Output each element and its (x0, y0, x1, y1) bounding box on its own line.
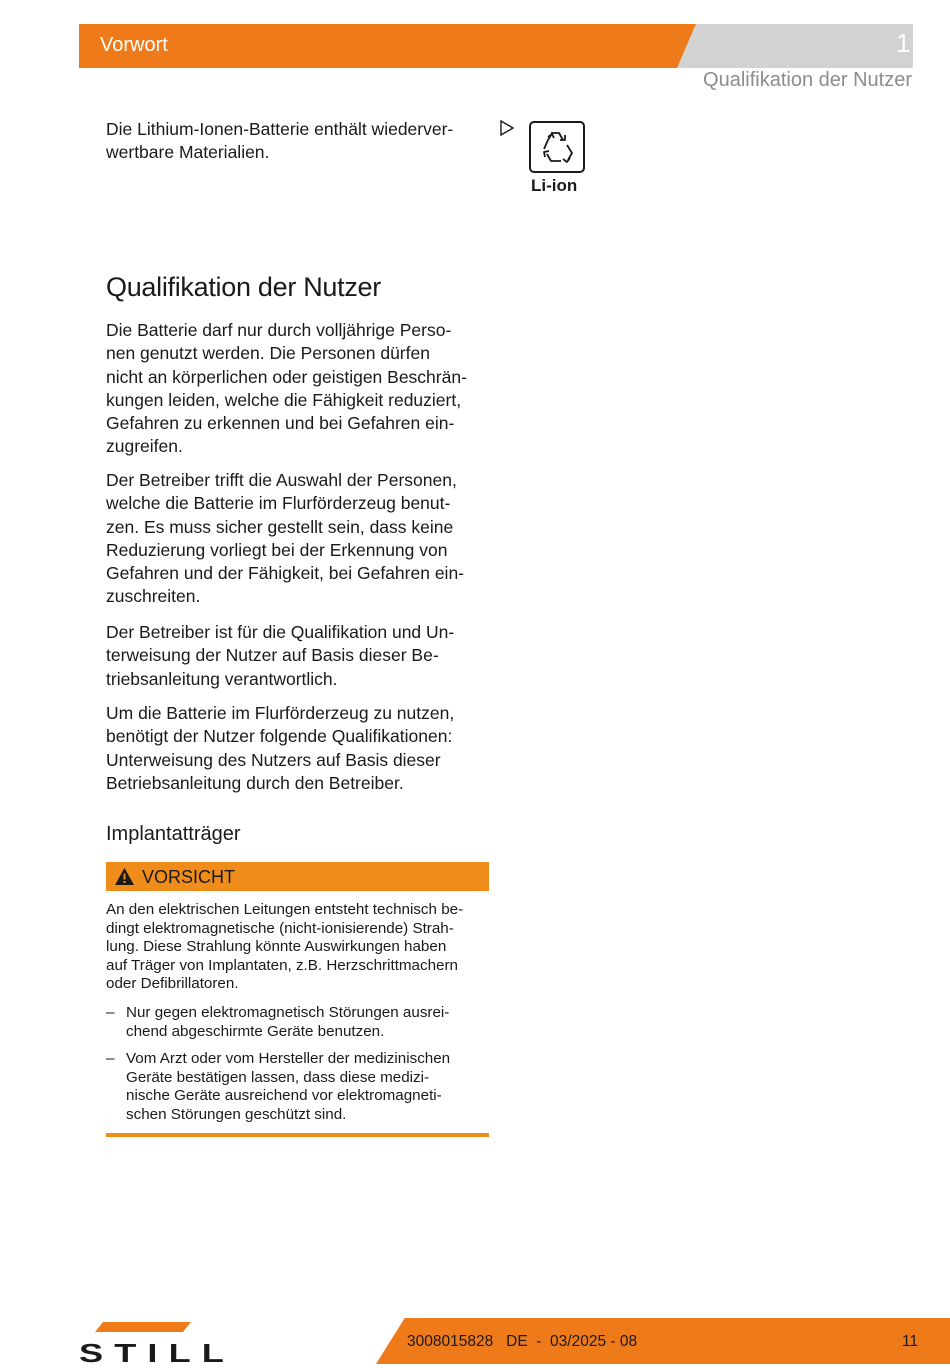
text-line: Der Betreiber ist für die Qualifikation und Un- (106, 622, 455, 642)
header-grey-band (677, 24, 913, 68)
text-line: Betriebsanleitung durch den Betreiber. (106, 772, 404, 793)
text-line: auf Träger von Implantaten, z.B. Herzschrittmachern (106, 956, 458, 974)
text-line: nen genutzt werden. Die Personen dürfen (106, 343, 430, 364)
section-title: Qualifikation der Nutzer (106, 272, 381, 302)
caution-bottom-rule (106, 1133, 489, 1137)
text-line: Reduzierung vorliegt bei der Erkennung von (106, 539, 448, 560)
text-line: kungen leiden, welche die Fähigkeit reduziert, (106, 389, 462, 410)
caution-label: VORSICHT (142, 867, 236, 887)
chapter-number: 1 (896, 28, 911, 58)
text-line: Vom Arzt oder vom Hersteller der medizinischen (126, 1050, 451, 1068)
text-line: terweisung der Nutzer auf Basis dieser Be- (106, 645, 439, 666)
text-line: benötigt der Nutzer folgende Qualifikationen: (106, 726, 453, 747)
text-line: Die Batterie darf nur durch volljährige Perso- (106, 320, 452, 340)
subsection-title: Implantatträger (106, 823, 241, 845)
intro-text (106, 118, 491, 165)
text-line: welche die Batterie im Flurförderzeug benut- (106, 493, 451, 514)
text-line: schen Störungen geschützt sind. (126, 1105, 347, 1123)
text-line: oder Defibrillatoren. (106, 975, 239, 993)
document-info: 3008015828 DE - 03/2025 - 08 (407, 1333, 638, 1350)
text-line: zen. Es muss sicher gestellt sein, dass keine (106, 516, 454, 537)
running-section-title: Qualifikation der Nutzer (703, 69, 912, 91)
list-item (106, 1050, 490, 1124)
text-line: Nur gegen elektromagnetisch Störungen ausrei- (126, 1004, 450, 1021)
text-line: Geräte bestätigen lassen, dass diese medizi- (126, 1068, 430, 1086)
triangle-right-icon (500, 120, 514, 136)
text-line: Gefahren und der Fähigkeit, bei Gefahren ein- (106, 563, 464, 584)
text-line: Die Lithium-Ionen-Batterie enthält wiederver- (106, 119, 454, 139)
paragraph (106, 702, 491, 795)
recycle-icon (529, 121, 585, 173)
chapter-title: Vorwort (100, 34, 168, 56)
text-line: Um die Batterie im Flurförderzeug zu nutzen, (106, 703, 455, 723)
list-dash: – (106, 1050, 115, 1068)
warning-icon (114, 867, 135, 886)
caution-text (106, 901, 490, 994)
list-dash: – (106, 1004, 115, 1021)
text-line: wertbare Materialien. (106, 142, 270, 163)
list-item (106, 1004, 490, 1041)
text-line: Unterweisung des Nutzers auf Basis dieser (106, 749, 441, 770)
text-line: zugreifen. (106, 436, 183, 457)
text-line: Gefahren zu erkennen und bei Gefahren ein- (106, 413, 455, 434)
text-line: nicht an körperlichen oder geistigen Beschrän- (106, 366, 467, 387)
still-logo (79, 1322, 235, 1364)
caution-list (106, 1004, 490, 1125)
text-line: triebsanleitung verantwortlich. (106, 668, 338, 689)
text-line: lung. Diese Strahlung könnte Auswirkungen haben (106, 938, 447, 956)
text-line: chend abgeschirmte Geräte benutzen. (126, 1022, 385, 1040)
caution-banner (106, 862, 489, 891)
svg-text:STILL: STILL (79, 1338, 235, 1364)
paragraph (106, 319, 491, 459)
header-orange-band (79, 24, 699, 68)
text-line: nische Geräte ausreichend vor elektromagneti- (126, 1087, 442, 1105)
text-line: dingt elektromagnetische (nicht-ionisierende) Strah- (106, 919, 454, 937)
page-header (79, 24, 945, 68)
paragraph (106, 469, 491, 609)
text-line: Der Betreiber trifft die Auswahl der Personen, (106, 470, 457, 490)
page-number: 11 (902, 1333, 919, 1350)
paragraph (106, 621, 491, 691)
li-ion-label: Li-ion (531, 176, 578, 195)
text-line: An den elektrischen Leitungen entsteht technisch be- (106, 901, 464, 918)
text-line: zuschreiten. (106, 586, 201, 607)
